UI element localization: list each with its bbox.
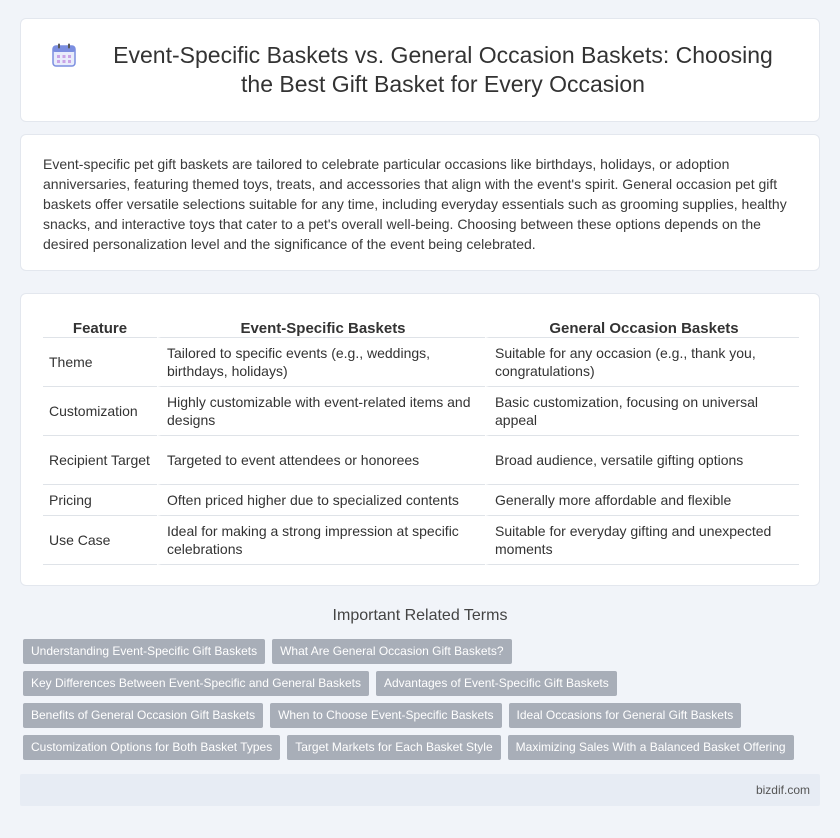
header-general-occasion: General Occasion Baskets — [485, 316, 799, 338]
comparison-card — [20, 293, 820, 586]
table-cell: Recipient Target — [43, 436, 157, 485]
related-term-tag[interactable]: Key Differences Between Event-Specific and General Baskets — [23, 671, 369, 696]
related-term-tag[interactable]: Ideal Occasions for General Gift Baskets — [509, 703, 742, 728]
table-row — [43, 387, 799, 436]
related-term-tag[interactable]: Target Markets for Each Basket Style — [287, 735, 500, 760]
tag-row — [23, 703, 823, 728]
footer — [20, 774, 820, 806]
header-feature: Feature — [43, 316, 157, 338]
related-terms-heading: Important Related Terms — [332, 607, 508, 624]
table-cell: Highly customizable with event-related items and designs — [157, 387, 485, 436]
related-term-tag[interactable]: Maximizing Sales With a Balanced Basket Offering — [508, 735, 794, 760]
tag-row — [23, 735, 823, 760]
table-row — [43, 485, 799, 516]
table-row — [43, 516, 799, 565]
related-term-tag[interactable]: Benefits of General Occasion Gift Baskets — [23, 703, 263, 728]
related-term-tag[interactable]: Advantages of Event-Specific Gift Baskets — [376, 671, 617, 696]
table-row — [43, 436, 799, 485]
comparison-table — [43, 316, 799, 565]
table-cell: Broad audience, versatile gifting options — [485, 436, 799, 485]
header-event-specific: Event-Specific Baskets — [157, 316, 485, 338]
table-cell: Ideal for making a strong impression at specific celebrations — [157, 516, 485, 565]
table-cell: Use Case — [43, 516, 157, 565]
intro-card — [20, 134, 820, 271]
table-row — [43, 338, 799, 387]
related-term-tag[interactable]: What Are General Occasion Gift Baskets? — [272, 639, 511, 664]
table-cell: Suitable for everyday gifting and unexpected moments — [485, 516, 799, 565]
intro-paragraph: Event-specific pet gift baskets are tailored to celebrate particular occasions like birthdays, holidays, or adoption anniversaries, featuring themed toys, treats, and accessories that align with the event's spirit. General occasion pet gift baskets offer versatile selections suitable for any time, including everyday essentials such as grooming supplies, healthy snacks, and interactive toys that cater to a pet's overall well-being. Choosing between these options depends on the desired personalization level and the significance of the event being celebrated. — [43, 156, 787, 252]
calendar-icon — [51, 42, 77, 68]
table-cell: Theme — [43, 338, 157, 387]
related-term-tag[interactable]: When to Choose Event-Specific Baskets — [270, 703, 501, 728]
table-cell: Generally more affordable and flexible — [485, 485, 799, 516]
table-cell: Often priced higher due to specialized contents — [157, 485, 485, 516]
table-cell: Targeted to event attendees or honorees — [157, 436, 485, 485]
table-cell: Suitable for any occasion (e.g., thank you, congratulations) — [485, 338, 799, 387]
related-terms-tags — [23, 639, 823, 767]
tag-row — [23, 671, 823, 696]
title-wrap — [21, 19, 819, 121]
page-title: Event-Specific Baskets vs. General Occasion Baskets: Choosing the Best Gift Basket for Every Occasion — [113, 42, 773, 97]
footer-site-link[interactable]: bizdif.com — [755, 783, 810, 797]
title-card — [20, 18, 820, 122]
related-term-tag[interactable]: Understanding Event-Specific Gift Baskets — [23, 639, 265, 664]
table-header-row — [43, 316, 799, 338]
table-cell: Basic customization, focusing on universal appeal — [485, 387, 799, 436]
table-cell: Pricing — [43, 485, 157, 516]
table-cell: Tailored to specific events (e.g., weddings, birthdays, holidays) — [157, 338, 485, 387]
tag-row — [23, 639, 823, 664]
related-term-tag[interactable]: Customization Options for Both Basket Types — [23, 735, 280, 760]
table-cell: Customization — [43, 387, 157, 436]
